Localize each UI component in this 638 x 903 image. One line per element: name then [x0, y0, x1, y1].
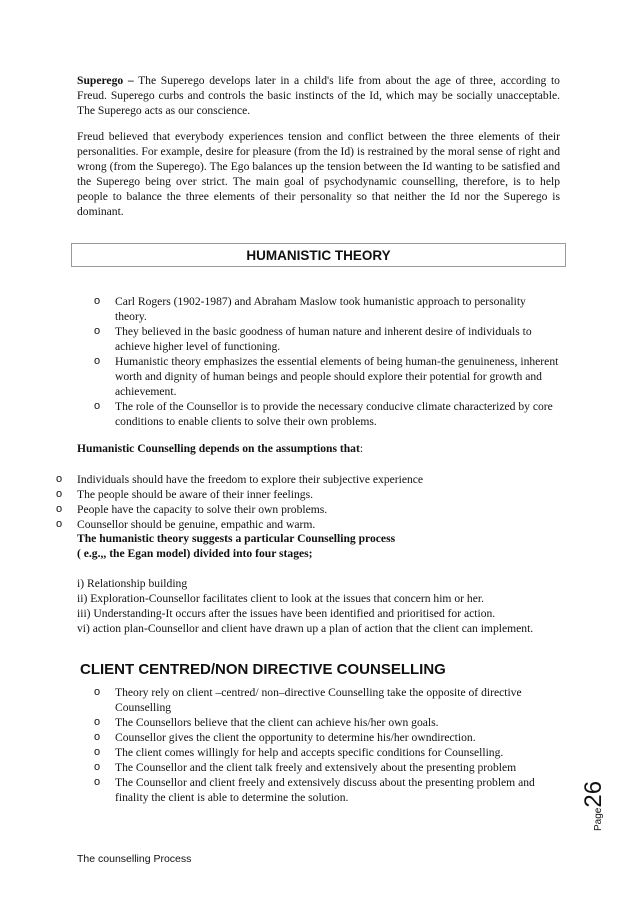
list-item: o The people should be aware of their inner feelings.	[56, 487, 560, 502]
page-number	[580, 771, 638, 831]
list-item: o The Counsellor and the client talk freely and extensively about the presenting problem	[94, 760, 560, 775]
assumptions-list	[56, 472, 560, 532]
list-item: o Counsellor should be genuine, empathic and warm.	[56, 517, 560, 532]
superego-paragraph	[77, 73, 560, 118]
stage-item: iii) Understanding-It occurs after the issues have been identified and prioritised for action.	[77, 607, 496, 620]
process-heading	[77, 531, 560, 561]
list-item: o They believed in the basic goodness of human nature and inherent desire of individuals to achieve higher level of functioning.	[94, 324, 560, 354]
list-item: o The Counsellors believe that the client can achieve his/her own goals.	[94, 715, 560, 730]
list-item: o The client comes willingly for help and accepts specific conditions for Counselling.	[94, 745, 560, 760]
footer-text: The counselling Process	[77, 853, 192, 865]
superego-text: The Superego develops later in a child's life from about the age of three, according to Freud. Superego curbs and controls the basic instincts of the Id, which may be socially unacceptable. The Superego acts as our conscience.	[77, 74, 560, 117]
list-item: o Humanistic theory emphasizes the essential elements of being human-the genuineness, inherent worth and dignity of human beings and people should explore their potential for growth and achievement.	[94, 354, 560, 399]
superego-label: Superego –	[77, 74, 134, 87]
stages-list	[77, 576, 560, 636]
list-item: o Theory rely on client –centred/ non–directive Counselling take the opposite of directive Counselling	[94, 685, 560, 715]
client-centred-list	[94, 685, 560, 805]
process-heading-line1: The humanistic theory suggests a particular Counselling process	[77, 532, 396, 545]
humanistic-heading: HUMANISTIC THEORY	[246, 248, 391, 263]
client-centred-heading: CLIENT CENTRED/NON DIRECTIVE COUNSELLING	[80, 661, 446, 678]
assumptions-lead-text: Humanistic Counselling depends on the assumptions that	[77, 442, 360, 455]
stage-item: ii) Exploration-Counsellor facilitates client to look at the issues that concern him or her.	[77, 592, 484, 605]
list-item: o The role of the Counsellor is to provide the necessary conducive climate characterized by core conditions to enable clients to solve their own problems.	[94, 399, 560, 429]
page-label: Page	[593, 807, 604, 831]
page-number-value: 26	[580, 780, 607, 808]
humanistic-heading-box	[71, 243, 566, 267]
list-item: o Individuals should have the freedom to explore their subjective experience	[56, 472, 560, 487]
assumptions-colon: :	[359, 442, 364, 455]
list-item: o The Counsellor and client freely and extensively discuss about the presenting problem and finality the client is able to determine the solution.	[94, 775, 560, 805]
humanistic-bullet-list	[94, 294, 560, 429]
list-item: o People have the capacity to solve their own problems.	[56, 502, 560, 517]
freud-paragraph: Freud believed that everybody experiences tension and conflict between the three elements of their personalities. For example, desire for pleasure (from the Id) is restrained by the moral sense of right and wrong (from the Superego). The Ego balances up the tension between the Id wanting to be satisfied and the Superego being over strict. The main goal of psychodynamic counselling, therefore, is to help people to balance the three elements of their personality so that neither the Id nor the Superego is dominant.	[77, 130, 560, 218]
process-heading-line2: ( e.g.,, the Egan model) divided into four stages;	[77, 547, 313, 560]
stage-item: i) Relationship building	[77, 577, 188, 590]
stage-item: vi) action plan-Counsellor and client have drawn up a plan of action that the client can implement.	[77, 622, 534, 635]
list-item: o Counsellor gives the client the opportunity to determine his/her owndirection.	[94, 730, 560, 745]
list-item: o Carl Rogers (1902-1987) and Abraham Maslow took humanistic approach to personality theory.	[94, 294, 560, 324]
assumptions-lead	[77, 441, 560, 456]
